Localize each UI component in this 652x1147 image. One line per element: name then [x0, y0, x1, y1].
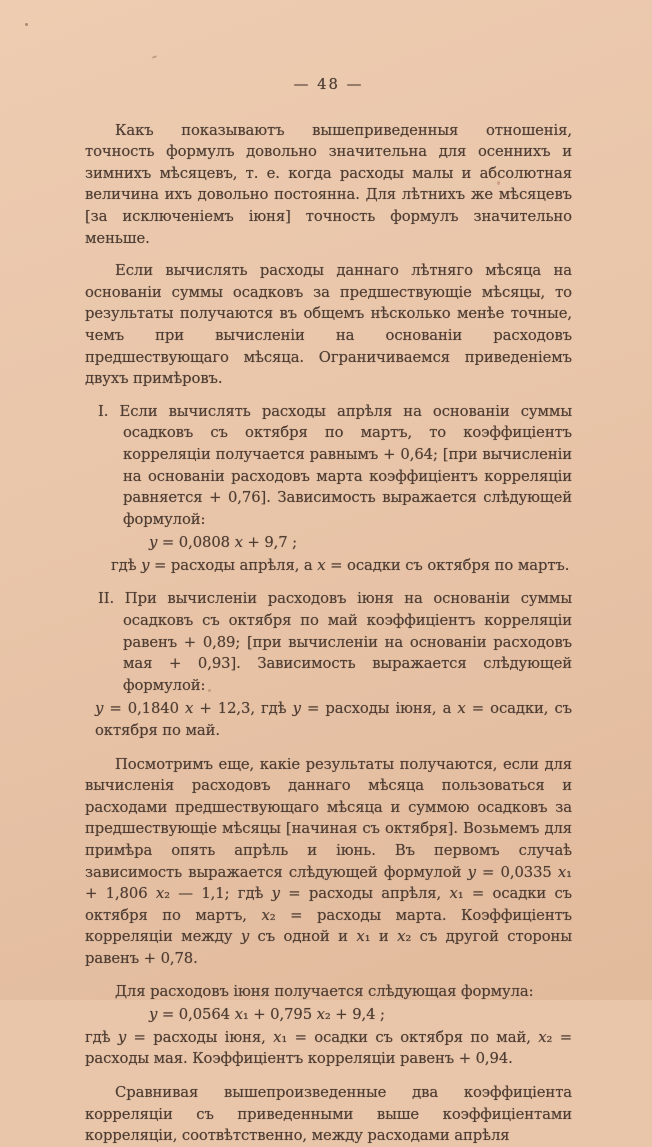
list-marker-1: I. — [98, 402, 109, 420]
list-item-2 — [85, 588, 572, 696]
list-item-1 — [85, 401, 572, 531]
paper-speck — [152, 55, 157, 59]
formula-april: y = 0,0808 x + 9,7 ; — [149, 534, 298, 552]
formula-june: y = 0,1840 x + 12,3, гдѣ y = расходы іюня, а x = осадки, съ октября по май. — [95, 700, 572, 740]
paragraph-summer-months: Если вычислять расходы даннаго лѣтняго мѣсяца на основаніи суммы осадковъ за предшествующіе мѣсяцы, то результаты получаются въ общемъ нѣсколько менѣе точные, чемъ при вычисленіи на основаніи расходовъ предшествующаго мѣсяца. Ограничиваемся приведеніемъ двухъ примѣровъ. — [85, 262, 572, 388]
list-item-1-text: Если вычислять расходы апрѣля на основаніи суммы осадковъ съ октября по мартъ, то коэффиціентъ корреляціи получается равнымъ + 0,64; [при вычисленіи на основаніи расходовъ марта коэффиціентъ корреляціи равняется + 0,76]. Зависимость выражается слѣдующей формулой: — [119, 402, 573, 528]
paper-speck — [25, 23, 28, 26]
list-marker-2: II. — [98, 590, 115, 608]
paragraph-june-intro: Для расходовъ іюня получается слѣдующая формула: — [115, 982, 534, 1000]
formula-april-legend: гдѣ y = расходы апрѣля, а x = осадки съ октября по мартъ. — [111, 556, 570, 574]
paragraph-comparison: Сравнивая вышепроизведенные два коэффиціента корреляціи съ приведенными выше коэффиціентами корреляціи, соотвѣтственно, между расходами апрѣля — [85, 1083, 572, 1145]
paragraph-combined-method: Посмотримъ еще, какіе результаты получаются, если для вычисленія расходовъ даннаго мѣсяца пользоваться и расходами предшествующаго мѣсяца и суммою осадковъ за предшествующіе мѣсяцы [начиная съ октября]. Возьмемъ для примѣра опять апрѣль и іюнь. Въ первомъ случаѣ зависимость выражается слѣдующей формулой y = 0,0335 x₁ + 1,806 x₂ — 1,1; гдѣ y = расходы апрѣля, x₁ = осадки съ октября по мартъ, x₂ = расходы марта. Коэффиціентъ корреляціи между y съ одной и x₁ и x₂ съ другой стороны равенъ + 0,78. — [85, 755, 572, 967]
formula-june-legend: гдѣ y = расходы іюня, x₁ = осадки съ октября по май, x₂ = расходы мая. Коэффиціентъ корреляціи равенъ + 0,94. — [85, 1028, 573, 1068]
formula-june-combined: y = 0,0564 x₁ + 0,795 x₂ + 9,4 ; — [149, 1006, 385, 1024]
list-item-2-text: При вычисленіи расходовъ іюня на основаніи суммы осадковъ съ октября по май коэффиціентъ корреляціи равенъ + 0,89; [при вычисленіи на основаніи расходовъ мая + 0,93]. Зависимость выражается слѣдующей формулой: — [123, 590, 572, 694]
page-content — [85, 74, 572, 1147]
page-number: — 48 — — [293, 76, 364, 93]
paragraph-formula-accuracy: Какъ показываютъ вышеприведенныя отношенія, точность формулъ довольно значительна для осеннихъ и зимнихъ мѣсяцевъ, т. е. когда расходы малы и абсолютная величина ихъ довольно постоянна. Для лѣтнихъ же мѣсяцевъ [за исключеніемъ іюня] точность формулъ значительно меньше. — [85, 121, 572, 247]
